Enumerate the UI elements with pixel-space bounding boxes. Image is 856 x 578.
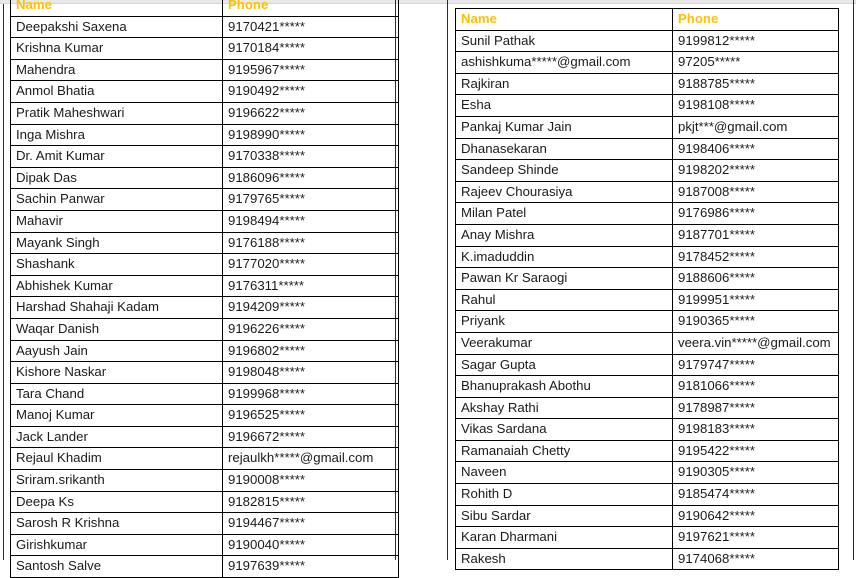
cell-phone: 9170184***** xyxy=(223,38,399,60)
cell-name: Dipak Das xyxy=(11,167,223,189)
cell-name: Esha xyxy=(456,95,673,117)
cell-name: Deepakshi Saxena xyxy=(11,16,223,38)
cell-name: Naveen xyxy=(456,462,673,484)
cell-phone: 9196802***** xyxy=(223,340,399,362)
cell-phone: 9198494***** xyxy=(223,210,399,232)
page-edge-line-left xyxy=(3,4,4,560)
cell-phone: 9195967***** xyxy=(223,59,399,81)
cell-name: Akshay Rathi xyxy=(456,397,673,419)
cell-name: Sibu Sardar xyxy=(456,505,673,527)
cell-name: Rajeev Chourasiya xyxy=(456,181,673,203)
table-row xyxy=(11,448,399,470)
table-row xyxy=(11,189,399,211)
table-row xyxy=(456,116,839,138)
cell-phone: 9178987***** xyxy=(673,397,839,419)
cell-phone: 9181066***** xyxy=(673,376,839,398)
column-header-phone: Phone xyxy=(223,0,399,16)
table-row xyxy=(456,138,839,160)
cell-name: Sandeep Shinde xyxy=(456,160,673,182)
cell-name: Vikas Sardana xyxy=(456,419,673,441)
cell-phone: 9176188***** xyxy=(223,232,399,254)
cell-name: Rakesh xyxy=(456,548,673,570)
cell-name: Rajkiran xyxy=(456,73,673,95)
cell-phone: 9174068***** xyxy=(673,548,839,570)
cell-name: Harshad Shahaji Kadam xyxy=(11,297,223,319)
cell-name: Manoj Kumar xyxy=(11,405,223,427)
cell-phone: 9196226***** xyxy=(223,318,399,340)
cell-phone: 9186096***** xyxy=(223,167,399,189)
table-row xyxy=(11,297,399,319)
cell-name: Anay Mishra xyxy=(456,224,673,246)
cell-phone: 9187008***** xyxy=(673,181,839,203)
table-row xyxy=(11,383,399,405)
table-row xyxy=(11,146,399,168)
table-row xyxy=(456,268,839,290)
cell-phone: 9170338***** xyxy=(223,146,399,168)
cell-name: Mayank Singh xyxy=(11,232,223,254)
cell-phone: 9196622***** xyxy=(223,102,399,124)
cell-phone: 9199968***** xyxy=(223,383,399,405)
table-row xyxy=(456,332,839,354)
cell-phone: 9170421***** xyxy=(223,16,399,38)
cell-phone: 9190305***** xyxy=(673,462,839,484)
table-row xyxy=(11,210,399,232)
table-row xyxy=(11,16,399,38)
table-row xyxy=(456,52,839,74)
cell-name: Priyank xyxy=(456,311,673,333)
table-row xyxy=(11,59,399,81)
column-header-name: Name xyxy=(456,9,673,31)
table-row xyxy=(456,440,839,462)
cell-phone: 9190040***** xyxy=(223,534,399,556)
cell-name: K.imaduddin xyxy=(456,246,673,268)
cell-phone: 9199951***** xyxy=(673,289,839,311)
cell-name: Jack Lander xyxy=(11,426,223,448)
cell-phone: 9185474***** xyxy=(673,484,839,506)
table-row xyxy=(456,505,839,527)
page-edge-line-column-gutter-right xyxy=(447,0,448,560)
cell-name: Waqar Danish xyxy=(11,318,223,340)
cell-name: ashishkuma*****@gmail.com xyxy=(456,52,673,74)
cell-phone: 9179765***** xyxy=(223,189,399,211)
table-row xyxy=(11,254,399,276)
cell-name: Sagar Gupta xyxy=(456,354,673,376)
cell-phone: rejaulkh*****@gmail.com xyxy=(223,448,399,470)
cell-phone: 9176986***** xyxy=(673,203,839,225)
table-row xyxy=(456,376,839,398)
table-row xyxy=(456,289,839,311)
cell-name: Pratik Maheshwari xyxy=(11,102,223,124)
cell-phone: 9198048***** xyxy=(223,362,399,384)
table-row xyxy=(456,246,839,268)
table-row xyxy=(11,232,399,254)
cell-phone: 9198406***** xyxy=(673,138,839,160)
table-row xyxy=(456,527,839,549)
cell-phone: 9198990***** xyxy=(223,124,399,146)
table-row xyxy=(456,224,839,246)
cell-phone: 9190642***** xyxy=(673,505,839,527)
table-row xyxy=(11,167,399,189)
cell-phone: 9182815***** xyxy=(223,491,399,513)
table-left-header xyxy=(11,0,399,16)
column-header-phone: Phone xyxy=(673,9,839,31)
cell-name: Pankaj Kumar Jain xyxy=(456,116,673,138)
table-left-body xyxy=(11,16,399,577)
cell-phone: 97205***** xyxy=(673,52,839,74)
contact-table-left xyxy=(10,0,399,578)
table-header-row xyxy=(456,9,839,31)
cell-name: Karan Dharmani xyxy=(456,527,673,549)
table-row xyxy=(11,340,399,362)
table-row xyxy=(11,81,399,103)
table-row xyxy=(11,124,399,146)
cell-name: Girishkumar xyxy=(11,534,223,556)
cell-phone: 9177020***** xyxy=(223,254,399,276)
column-header-name: Name xyxy=(11,0,223,16)
cell-phone: 9198108***** xyxy=(673,95,839,117)
cell-name: Mahendra xyxy=(11,59,223,81)
cell-name: Pawan Kr Saraogi xyxy=(456,268,673,290)
table-row xyxy=(456,484,839,506)
table-row xyxy=(456,160,839,182)
cell-phone: 9178452***** xyxy=(673,246,839,268)
table-row xyxy=(11,102,399,124)
table-row xyxy=(11,362,399,384)
cell-phone: 9197639***** xyxy=(223,556,399,578)
table-header-row xyxy=(11,0,399,16)
table-row xyxy=(456,203,839,225)
cell-name: Krishna Kumar xyxy=(11,38,223,60)
cell-phone: 9198202***** xyxy=(673,160,839,182)
cell-phone: 9188606***** xyxy=(673,268,839,290)
table-right-header xyxy=(456,9,839,31)
table-row xyxy=(456,354,839,376)
table-row xyxy=(11,426,399,448)
table-row xyxy=(11,556,399,578)
cell-name: Deepa Ks xyxy=(11,491,223,513)
cell-name: Anmol Bhatia xyxy=(11,81,223,103)
cell-phone: 9194209***** xyxy=(223,297,399,319)
cell-phone: 9196672***** xyxy=(223,426,399,448)
table-row xyxy=(11,405,399,427)
table-row xyxy=(456,30,839,52)
cell-name: Sunil Pathak xyxy=(456,30,673,52)
cell-name: Santosh Salve xyxy=(11,556,223,578)
cell-phone: 9190008***** xyxy=(223,470,399,492)
cell-phone: pkjt***@gmail.com xyxy=(673,116,839,138)
cell-name: Rahul xyxy=(456,289,673,311)
page-edge-line-right xyxy=(853,0,854,560)
cell-phone: 9196525***** xyxy=(223,405,399,427)
table-row xyxy=(11,513,399,535)
cell-phone: veera.vin*****@gmail.com xyxy=(673,332,839,354)
cell-phone: 9190365***** xyxy=(673,311,839,333)
cell-name: Rejaul Khadim xyxy=(11,448,223,470)
table-row xyxy=(11,38,399,60)
table-row xyxy=(456,73,839,95)
table-row xyxy=(456,419,839,441)
cell-name: Bhanuprakash Abothu xyxy=(456,376,673,398)
cell-name: Dhanasekaran xyxy=(456,138,673,160)
cell-name: Rohith D xyxy=(456,484,673,506)
cell-name: Kishore Naskar xyxy=(11,362,223,384)
table-row xyxy=(11,491,399,513)
cell-name: Mahavir xyxy=(11,210,223,232)
table-row xyxy=(456,311,839,333)
cell-phone: 9179747***** xyxy=(673,354,839,376)
cell-name: Sarosh R Krishna xyxy=(11,513,223,535)
table-row xyxy=(456,181,839,203)
cell-name: Sriram.srikanth xyxy=(11,470,223,492)
table-row xyxy=(456,462,839,484)
cell-phone: 9176311***** xyxy=(223,275,399,297)
cell-phone: 9190492***** xyxy=(223,81,399,103)
cell-phone: 9195422***** xyxy=(673,440,839,462)
cell-phone: 9194467***** xyxy=(223,513,399,535)
cell-phone: 9198183***** xyxy=(673,419,839,441)
contact-table-right xyxy=(455,8,839,570)
cell-name: Abhishek Kumar xyxy=(11,275,223,297)
table-row xyxy=(11,470,399,492)
cell-name: Sachin Panwar xyxy=(11,189,223,211)
cell-name: Milan Patel xyxy=(456,203,673,225)
table-right-body xyxy=(456,30,839,570)
table-row xyxy=(11,275,399,297)
cell-phone: 9199812***** xyxy=(673,30,839,52)
cell-phone: 9197621***** xyxy=(673,527,839,549)
cell-name: Shashank xyxy=(11,254,223,276)
table-row xyxy=(11,534,399,556)
cell-name: Dr. Amit Kumar xyxy=(11,146,223,168)
cell-name: Inga Mishra xyxy=(11,124,223,146)
cell-phone: 9187701***** xyxy=(673,224,839,246)
cell-phone: 9188785***** xyxy=(673,73,839,95)
table-row xyxy=(456,95,839,117)
cell-name: Aayush Jain xyxy=(11,340,223,362)
table-row xyxy=(456,397,839,419)
table-row xyxy=(11,318,399,340)
cell-name: Ramanaiah Chetty xyxy=(456,440,673,462)
cell-name: Veerakumar xyxy=(456,332,673,354)
table-row xyxy=(456,548,839,570)
cell-name: Tara Chand xyxy=(11,383,223,405)
